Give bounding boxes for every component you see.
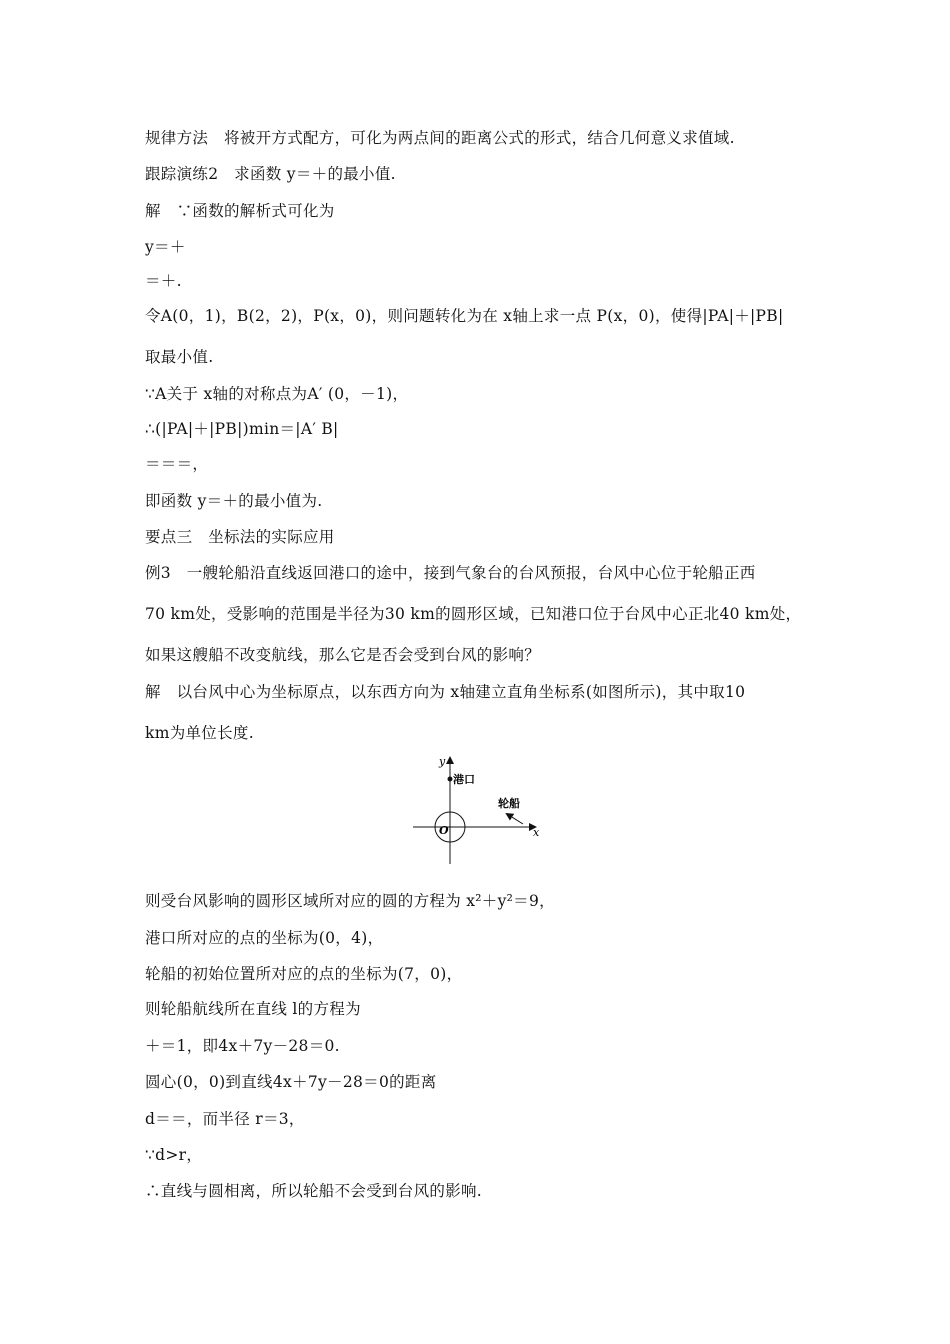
text-line: 圆心(0，0)到直线4x＋7y－28＝0的距离	[145, 1073, 437, 1091]
x-axis-label: x	[533, 826, 540, 839]
coordinate-diagram	[405, 752, 555, 870]
y-axis-label: y	[439, 755, 446, 768]
text-line: 如果这艘船不改变航线，那么它是否会受到台风的影响？	[145, 646, 541, 664]
ship-label: 轮船	[498, 797, 520, 810]
text-line: 解 以台风中心为坐标原点，以东西方向为 x轴建立直角坐标系(如图所示)，其中取10	[145, 683, 746, 701]
text-line: ∴(|PA|＋|PB|)min＝|A′ B|	[145, 420, 339, 438]
text-line: 即函数 y＝＋的最小值为.	[145, 492, 323, 510]
text-line-conclusion: ∴直线与圆相离，所以轮船不会受到台风的影响.	[145, 1182, 483, 1200]
text-line: ＋＝1，即4x＋7y－28＝0.	[145, 1037, 340, 1055]
text-line: ＝＋.	[145, 272, 182, 290]
port-point	[448, 777, 453, 782]
text-line: 令A(0，1)，B(2，2)，P(x，0)，则问题转化为在 x轴上求一点 P(x，0)，使得|PA|＋|PB|	[145, 307, 784, 325]
origin-label: O	[439, 824, 449, 837]
text-line: 港口所对应的点的坐标为(0，4)，	[145, 929, 384, 947]
port-label: 港口	[453, 773, 475, 786]
text-line: y＝＋	[145, 238, 186, 256]
text-line-method: 规律方法 将被开方式配方，可化为两点间的距离公式的形式，结合几何意义求值域.	[145, 129, 735, 147]
text-line-example: 例3 一艘轮船沿直线返回港口的途中，接到气象台的台风预报，台风中心位于轮船正西	[145, 564, 756, 582]
text-line: 轮船的初始位置所对应的点的坐标为(7，0)，	[145, 965, 463, 983]
text-line: ∵d>r，	[145, 1146, 203, 1164]
text-line: km为单位长度.	[145, 724, 254, 742]
text-line: 解 ∵函数的解析式可化为	[145, 202, 335, 220]
text-line: 则轮船航线所在直线 l的方程为	[145, 1000, 361, 1018]
text-line: 则受台风影响的圆形区域所对应的圆的方程为 x²＋y²＝9，	[145, 892, 555, 910]
text-line-exercise: 跟踪演练2 求函数 y＝＋的最小值.	[145, 165, 396, 183]
text-line: ＝＝＝，	[145, 455, 209, 473]
text-line: 取最小值.	[145, 348, 214, 366]
section-heading: 要点三 坐标法的实际应用	[145, 528, 335, 546]
ship-arrow	[507, 814, 523, 824]
text-line: 70 km处，受影响的范围是半径为30 km的圆形区域，已知港口位于台风中心正北40 km处，	[145, 605, 802, 623]
text-line: ∵A关于 x轴的对称点为A′ (0，－1)，	[145, 385, 409, 403]
coordinate-figure	[405, 752, 555, 870]
text-line: d＝＝，而半径 r＝3，	[145, 1110, 305, 1128]
